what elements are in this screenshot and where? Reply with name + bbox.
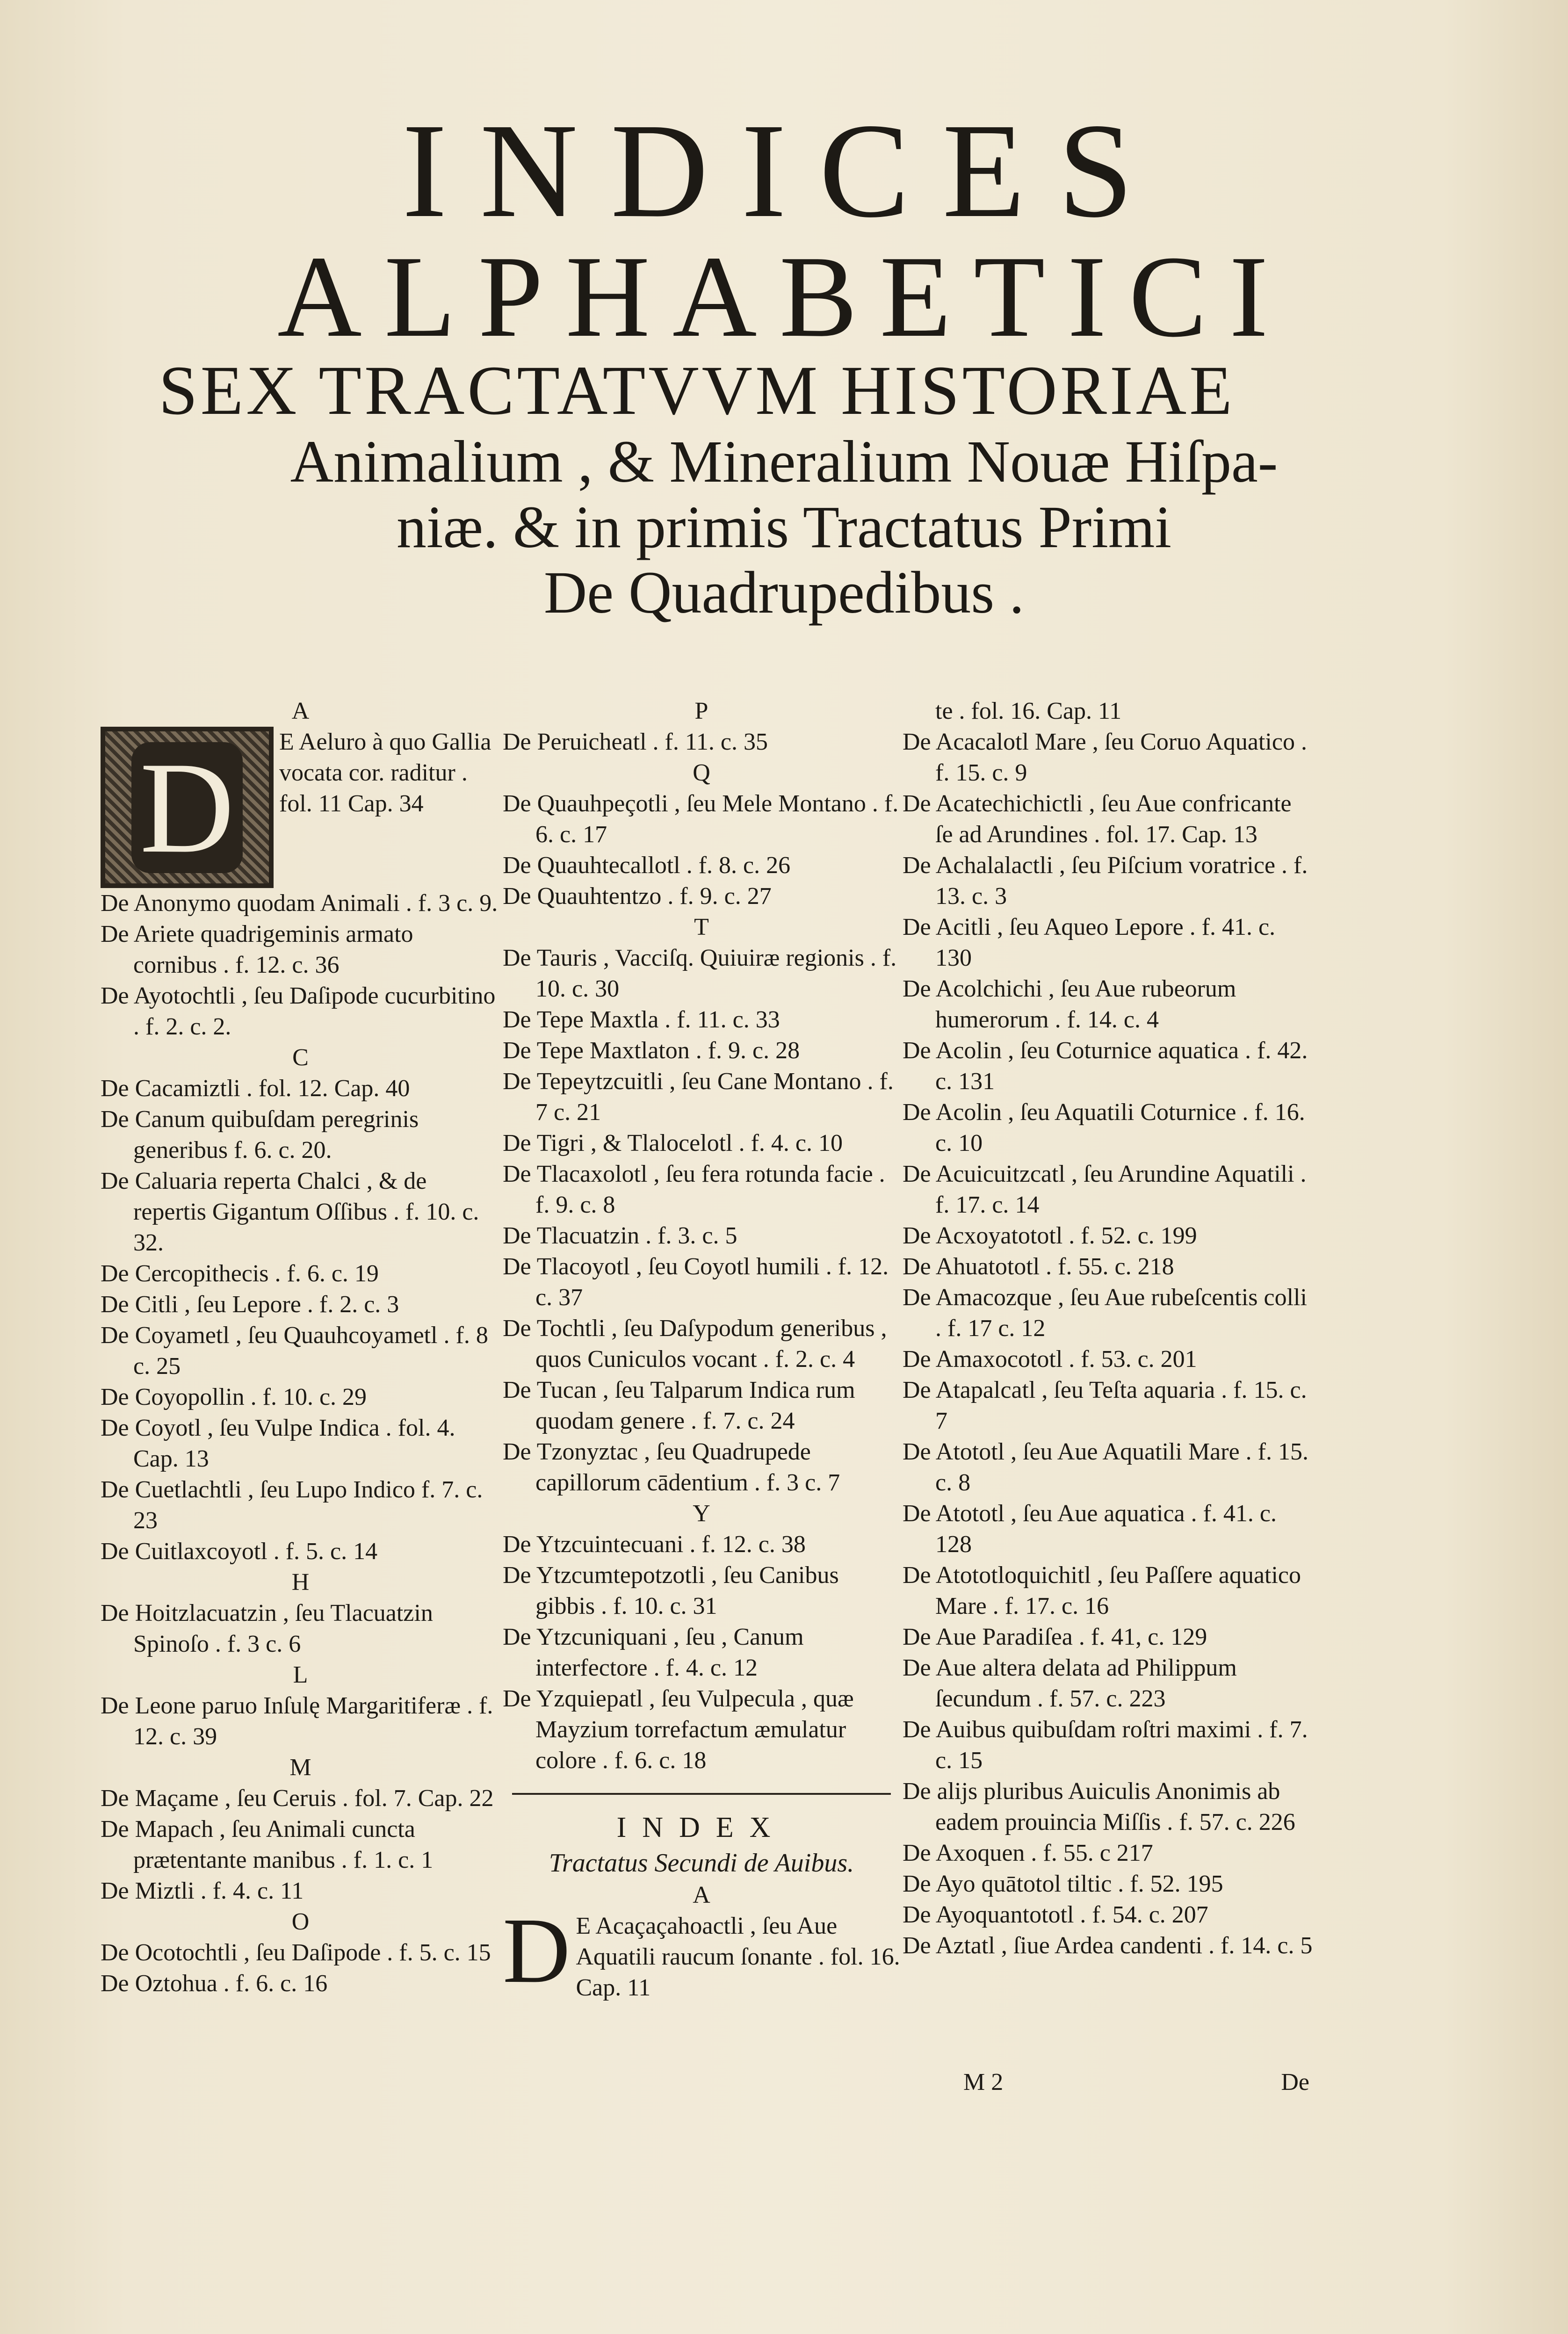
index-entry: De Caluaria reperta Chalci , & de repertis Gigantum Oſſibus . f. 10. c. 32. — [101, 1168, 479, 1256]
initial-letter: D — [503, 1899, 571, 2002]
index-entry: De Atototloquichitl , ſeu Paſſere aquatico Mare . f. 17. c. 16 — [903, 1562, 1301, 1619]
index-entry: De Tlacuatzin . f. 3. c. 5 — [503, 1222, 737, 1249]
index-entry: De Acolchichi , ſeu Aue rubeorum humerorum . f. 14. c. 4 — [903, 976, 1236, 1033]
index-heading: INDEX — [616, 1812, 787, 1843]
index-entry: De Tlacaxolotl , ſeu fera rotunda facie . f. 9. c. 8 — [503, 1161, 885, 1218]
section-letter-o: O — [291, 1908, 310, 1935]
index-entry: De Ariete quadrigeminis armato cornibus . f. 12. c. 36 — [101, 921, 413, 978]
section-letter-h: H — [291, 1569, 310, 1596]
index-entry: De Canum quibuſdam peregrinis generibus f. 6. c. 20. — [101, 1106, 419, 1163]
index-entry: De Tucan , ſeu Talparum Indica rum quodam genere . f. 7. c. 24 — [503, 1377, 855, 1434]
index-entry: De Achalalactli , ſeu Piſcium voratrice . f. 13. c. 3 — [903, 852, 1308, 910]
index-entry: De Tepeytzcuitli , ſeu Cane Montano . f. 7 c. 21 — [503, 1068, 894, 1126]
index-entry: De Tepe Maxtla . f. 11. c. 33 — [503, 1006, 780, 1033]
index-entry: De Ytzcumtepotzotli , ſeu Canibus gibbis . f. 10. c. 31 — [503, 1562, 839, 1619]
title-sex-tractatuum: SEX TRACTATVVM HISTORIAE — [159, 352, 1235, 429]
index-entry: De Tlacoyotl , ſeu Coyotl humili . f. 12. c. 37 — [503, 1253, 889, 1311]
index-entry: De Cuetlachtli , ſeu Lupo Indico f. 7. c. 23 — [101, 1476, 483, 1534]
section-letter-p: P — [694, 698, 708, 724]
index-entry: De Aztatl , ſiue Ardea candenti . f. 14. c. 5 — [903, 1932, 1313, 1959]
index-entry: De Hoitzlacuatzin , ſeu Tlacuatzin Spinoſo . f. 3 c. 6 — [101, 1600, 433, 1657]
index-column-2 — [503, 696, 900, 2003]
section-letter-m: M — [289, 1754, 311, 1781]
index-entry: De Tochtli , ſeu Daſypodum generibus , quos Cuniculos vocant . f. 2. c. 4 — [503, 1315, 887, 1373]
index-entry: De Cacamiztli . fol. 12. Cap. 40 — [101, 1075, 410, 1102]
section-letter-y: Y — [693, 1500, 710, 1527]
title-de-quadrupedibus: De Quadrupedibus . — [543, 559, 1025, 626]
index-entry: De Amacozque , ſeu Aue rubeſcentis colli . f. 17 c. 12 — [903, 1284, 1307, 1342]
index-entry: De Tigri , & Tlalocelotl . f. 4. c. 10 — [503, 1130, 843, 1156]
section-letter-l: L — [293, 1662, 308, 1688]
signature-mark: M 2 — [963, 2069, 1004, 2096]
index-entry: De Acitli , ſeu Aqueo Lepore . f. 41. c. 130 — [903, 914, 1276, 971]
index-entry-continuation: te . fol. 16. Cap. 11 — [935, 698, 1122, 724]
index-entry: De Ytzcuniquani , ſeu , Canum interfectore . f. 4. c. 12 — [503, 1624, 804, 1681]
index-entry: De Atapalcatl , ſeu Teſta aquaria . f. 15. c. 7 — [903, 1377, 1307, 1434]
section-divider — [512, 1793, 891, 1795]
catchword: De — [1281, 2069, 1309, 2096]
index-entry: De Quauhpeçotli , ſeu Mele Montano . f. 6. c. 17 — [503, 790, 899, 848]
index-entry: De Auibus quibuſdam roſtri maximi . f. 7. c. 15 — [903, 1716, 1308, 1774]
index-column-3 — [903, 696, 1314, 1961]
index-entry: De Tepe Maxtlaton . f. 9. c. 28 — [503, 1037, 800, 1064]
index-entry: De Oztohua . f. 6. c. 16 — [101, 1970, 328, 1997]
index-entry: De Tauris , Vacciſq. Quiuiræ regionis . f. 10. c. 30 — [503, 945, 897, 1002]
index-entry: De Acolin , ſeu Coturnice aquatica . f. 42. c. 131 — [903, 1037, 1308, 1095]
section-letter-c: C — [292, 1044, 309, 1071]
index-entry: De Quauhtecallotl . f. 8. c. 26 — [503, 852, 791, 879]
index-entry: De Anonymo quodam Animali . f. 3 c. 9. — [101, 890, 498, 917]
index-entry: De Acxoyatototl . f. 52. c. 199 — [903, 1222, 1197, 1249]
index-entry: De Ytzcuintecuani . f. 12. c. 38 — [503, 1531, 806, 1558]
index-entry: De Axoquen . f. 55. c 217 — [903, 1840, 1153, 1866]
index-entry: De Ahuatototl . f. 55. c. 218 — [903, 1253, 1174, 1280]
section-letter-t: T — [694, 914, 709, 940]
title-niae: niæ. & in primis Tractatus Primi — [396, 494, 1172, 560]
title-alphabetici: ALPHABETICI — [277, 232, 1291, 361]
index-column-1 — [101, 696, 500, 1999]
index-entry: De Amaxocototl . f. 53. c. 201 — [903, 1346, 1197, 1373]
section-letter-q: Q — [693, 759, 710, 786]
index-entry: De Quauhtentzo . f. 9. c. 27 — [503, 883, 772, 910]
decorated-initial-letter: D — [131, 742, 243, 873]
index-subheading: Tractatus Secundi de Auibus. — [549, 1849, 854, 1878]
index-entry: De Tzonyztac , ſeu Quadrupede capillorum cādentium . f. 3 c. 7 — [503, 1438, 840, 1496]
index-entry: De Acacalotl Mare , ſeu Coruo Aquatico . f. 15. c. 9 — [903, 729, 1307, 786]
section-letter-a2: A — [693, 1882, 710, 1908]
index-entry: De alijs pluribus Auiculis Anonimis ab eadem prouincia Miſſis . f. 57. c. 226 — [903, 1778, 1295, 1835]
index-entry: De Aue altera delata ad Philippum ſecundum . f. 57. c. 223 — [903, 1655, 1237, 1712]
index-entry: De Maçame , ſeu Ceruis . fol. 7. Cap. 22 — [101, 1785, 494, 1812]
title-indices: INDICES — [402, 95, 1166, 246]
decorated-initial — [101, 727, 274, 888]
index-entry: De Aue Paradiſea . f. 41, c. 129 — [903, 1624, 1207, 1650]
index-entry: De Yzquiepatl , ſeu Vulpecula , quæ Mayzium torrefactum æmulatur colore . f. 6. c. 18 — [503, 1685, 854, 1774]
index-entry: De Mapach , ſeu Animali cuncta prætentante manibus . f. 1. c. 1 — [101, 1816, 434, 1873]
index-entry: De Ayo quātotol tiltic . f. 52. 195 — [903, 1871, 1223, 1897]
index-entry: De Leone paruo Inſulę Margaritiferæ . f. 12. c. 39 — [101, 1692, 493, 1750]
index-entry: De Ayoquantototl . f. 54. c. 207 — [903, 1901, 1208, 1928]
index-entry: De Atototl , ſeu Aue aquatica . f. 41. c. 128 — [903, 1500, 1277, 1558]
index-entry: De Cercopithecis . f. 6. c. 19 — [101, 1260, 379, 1287]
index-entry: E Acaçaçahoactli , ſeu Aue Aquatili raucum ſonante . fol. 16. Cap. 11 — [576, 1913, 900, 2001]
title-animalium: Animalium , & Mineralium Nouæ Hiſpa- — [290, 428, 1278, 495]
index-entry: De Coyametl , ſeu Quauhcoyametl . f. 8 c. 25 — [101, 1322, 488, 1380]
index-entry: De Ayotochtli , ſeu Daſipode cucurbitino . f. 2. c. 2. — [101, 983, 496, 1040]
index-entry: De Atototl , ſeu Aue Aquatili Mare . f. 15. c. 8 — [903, 1438, 1308, 1496]
index-entry: De Citli , ſeu Lepore . f. 2. c. 3 — [101, 1291, 399, 1318]
index-entry: De Acuicuitzcatl , ſeu Arundine Aquatili . f. 17. c. 14 — [903, 1161, 1307, 1218]
index-entry: De Peruicheatl . f. 11. c. 35 — [503, 729, 768, 755]
index-entry: De Acolin , ſeu Aquatili Coturnice . f. 16. c. 10 — [903, 1099, 1305, 1156]
index-entry: De Ocotochtli , ſeu Daſipode . f. 5. c. 15 — [101, 1939, 491, 1966]
index-entry: De Cuitlaxcoyotl . f. 5. c. 14 — [101, 1538, 378, 1565]
index-entry: De Acatechichictli , ſeu Aue confricante ſe ad Arundines . fol. 17. Cap. 13 — [903, 790, 1292, 848]
section-letter-a: A — [291, 698, 310, 724]
index-entry: De Coyotl , ſeu Vulpe Indica . fol. 4. Cap. 13 — [101, 1415, 455, 1472]
index-entry: E Aeluro à quo Gallia vocata cor. raditur . fol. 11 Cap. 34 — [279, 729, 491, 817]
index-entry: De Coyopollin . f. 10. c. 29 — [101, 1384, 367, 1410]
index-entry: De Miztli . f. 4. c. 11 — [101, 1878, 304, 1904]
